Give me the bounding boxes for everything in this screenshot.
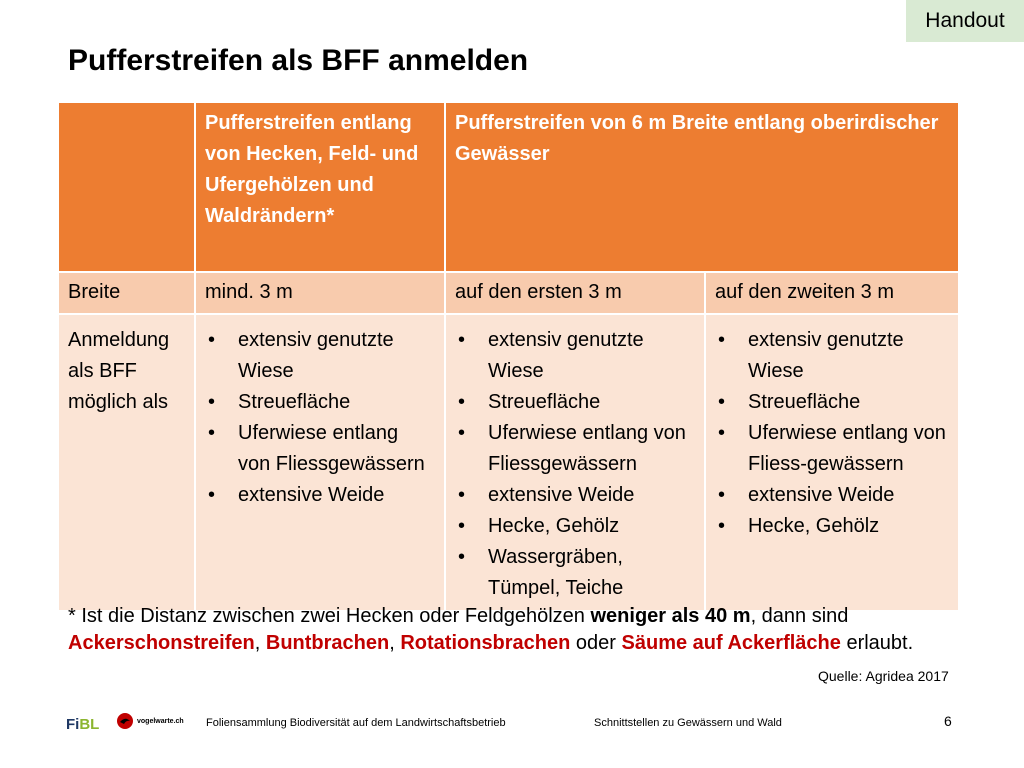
breite-cell-first: auf den ersten 3 m (445, 272, 705, 314)
fibl-logo-text: Fi (66, 716, 80, 733)
bird-icon (116, 712, 134, 730)
bullet-item: • extensive Weide (715, 480, 949, 511)
bullet-item: • extensiv genutzte Wiese (715, 325, 949, 387)
bullet-item: • Hecke, Gehölz (715, 511, 949, 542)
bullet-item: • Streuefläche (715, 387, 949, 418)
bff-table (57, 101, 960, 612)
anmeldung-cell-first (445, 314, 705, 611)
table-header-row (58, 102, 959, 272)
footnote-text: erlaubt. (840, 632, 914, 654)
vogelwarte-logo-text: vogelwarte.ch (137, 717, 184, 725)
footnote-highlight: Säume auf Ackerfläche (621, 632, 841, 654)
table-row-breite (58, 272, 959, 314)
footnote-text: oder (570, 632, 622, 654)
footnote-highlight: Rotationsbrachen (400, 632, 571, 654)
bullet-item: • Hecke, Gehölz (455, 511, 695, 542)
header-cell-gewaesser: Pufferstreifen von 6 m Breite entlang oberirdischer Gewässer (445, 102, 959, 272)
footnote-text: , (254, 632, 266, 654)
bullet-list (455, 325, 695, 604)
breite-cell-second: auf den zweiten 3 m (705, 272, 959, 314)
footnote-emphasis: weniger als 40 m (590, 605, 751, 627)
bullet-item: • extensiv genutzte Wiese (455, 325, 695, 387)
header-cell-empty (58, 102, 195, 272)
row-label-anmeldung: Anmeldung als BFF möglich als (58, 314, 195, 611)
breite-cell-hecken: mind. 3 m (195, 272, 445, 314)
anmeldung-cell-second (705, 314, 959, 611)
footer-collection-title: Foliensammlung Biodiversität auf dem Landwirtschaftsbetrieb (206, 717, 506, 729)
page-title: Pufferstreifen als BFF anmelden (68, 44, 529, 77)
bullet-item: • extensive Weide (205, 480, 435, 511)
bullet-item: • Uferwiese entlang von Fliessgewässern (205, 418, 435, 480)
row-label-breite: Breite (58, 272, 195, 314)
bullet-list (205, 325, 435, 511)
footnote-text: , (389, 632, 401, 654)
bullet-item: • Streuefläche (205, 387, 435, 418)
bullet-list (715, 325, 949, 542)
footnote-text: * Ist die Distanz zwischen zwei Hecken oder Feldgehölzen (68, 605, 591, 627)
bullet-item: • Streuefläche (455, 387, 695, 418)
footnote-text: , dann sind (750, 605, 849, 627)
bullet-item: • Wassergräben, Tümpel, Teiche (455, 542, 695, 604)
anmeldung-cell-hecken (195, 314, 445, 611)
handout-badge: Handout (906, 0, 1024, 42)
header-cell-hecken: Pufferstreifen entlang von Hecken, Feld- und Ufergehölzen und Waldrändern* (195, 102, 445, 272)
fibl-logo-text-accent: BL (79, 716, 100, 733)
source-note: Quelle: Agridea 2017 (818, 668, 949, 684)
footnote (68, 603, 938, 657)
vogelwarte-logo (116, 711, 184, 731)
table-row-anmeldung (58, 314, 959, 611)
bullet-item: • Uferwiese entlang von Fliessgewässern (455, 418, 695, 480)
fibl-logo (66, 716, 99, 733)
bullet-item: • Uferwiese entlang von Fliess-gewässern (715, 418, 949, 480)
bullet-item: • extensiv genutzte Wiese (205, 325, 435, 387)
bullet-item: • extensive Weide (455, 480, 695, 511)
page-number: 6 (944, 713, 952, 729)
footnote-highlight: Ackerschonstreifen (68, 632, 255, 654)
footnote-highlight: Buntbrachen (265, 632, 390, 654)
footer-chapter-title: Schnittstellen zu Gewässern und Wald (594, 717, 782, 729)
